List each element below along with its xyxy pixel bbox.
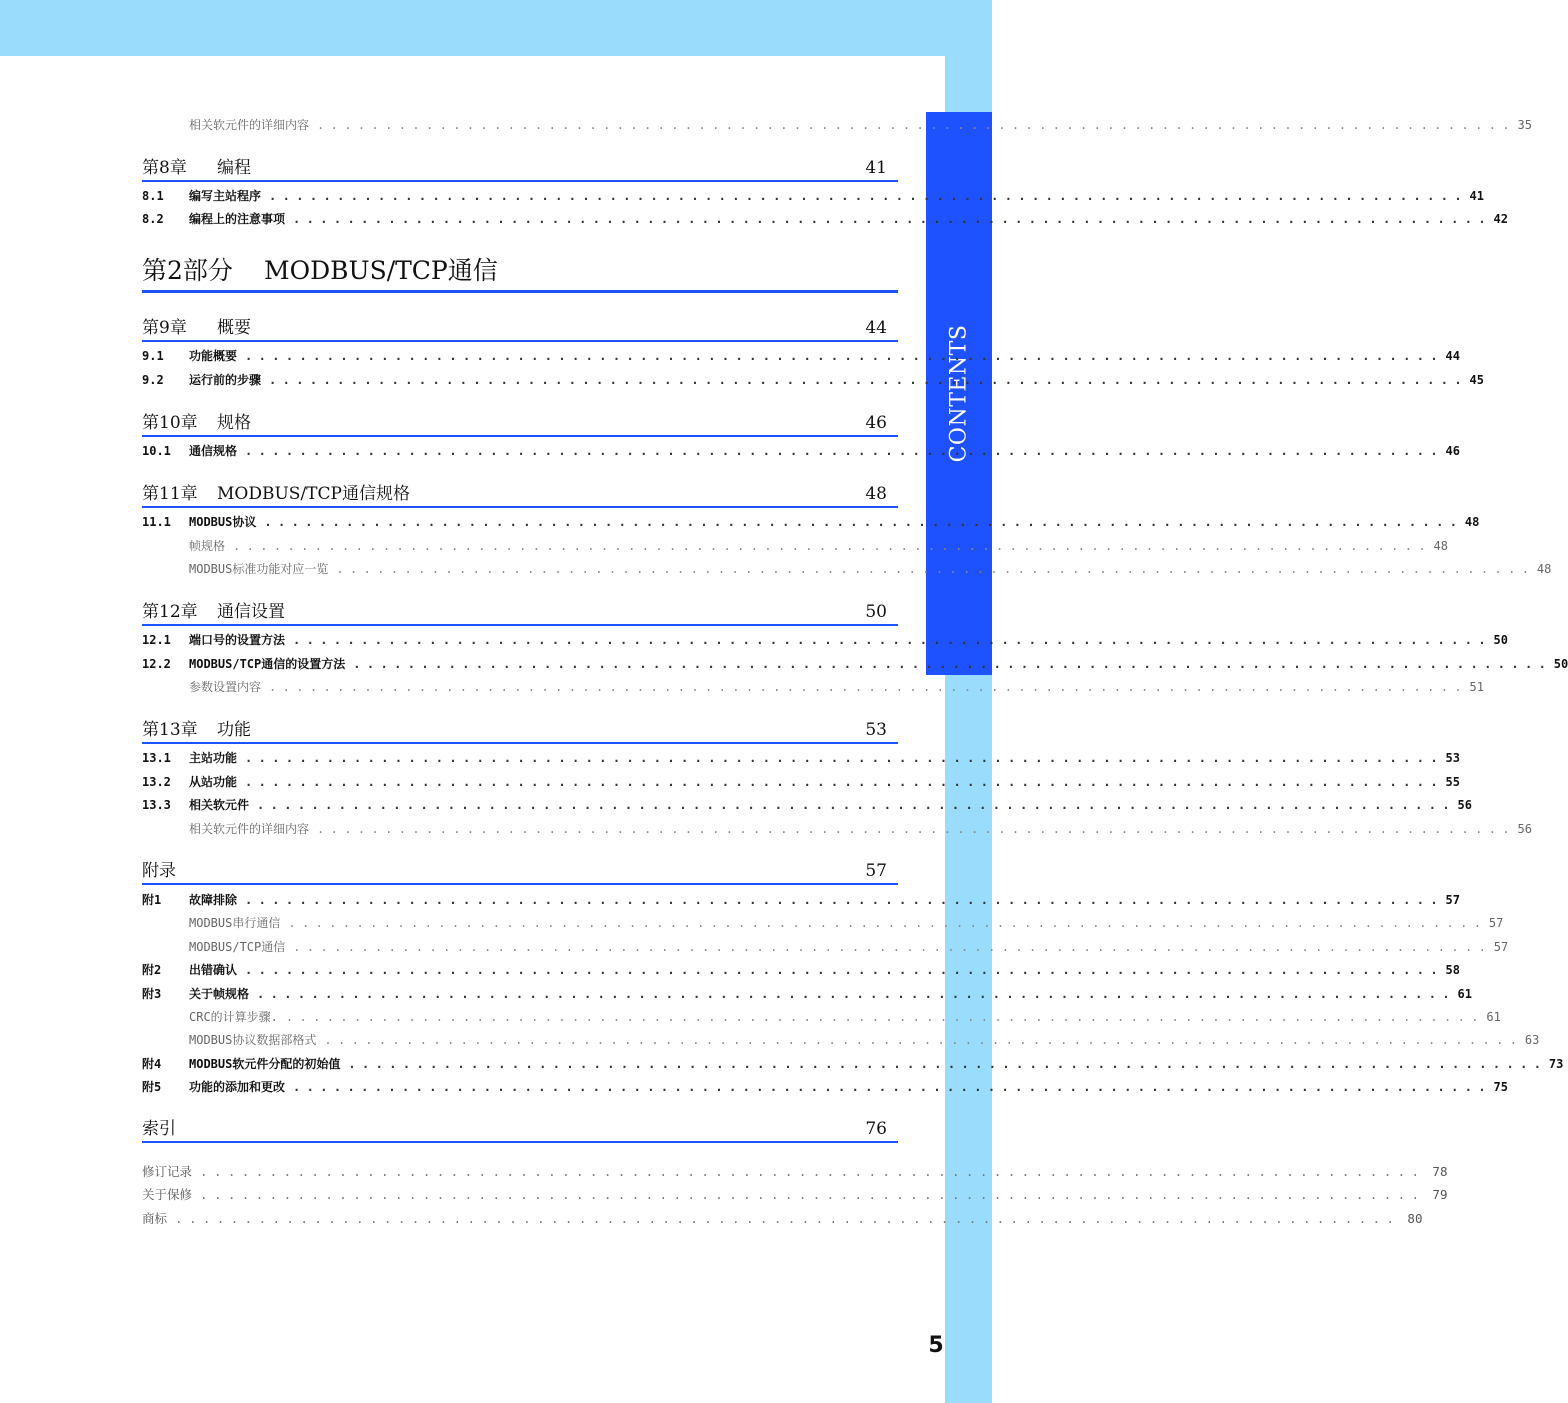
chapter-title: 编程 bbox=[217, 158, 251, 178]
dot-leader: ........................................................................................ bbox=[293, 633, 1492, 647]
toc-section-entry[interactable] bbox=[142, 891, 1460, 911]
section-page: 50 bbox=[1553, 657, 1568, 671]
section-number: 13.2 bbox=[142, 775, 171, 789]
chapter-number: 第13章 bbox=[142, 720, 198, 740]
toc-sub-entry[interactable] bbox=[189, 938, 1509, 958]
dot-leader: ........................................................................................ bbox=[288, 916, 1488, 930]
toc-sub-entry[interactable] bbox=[189, 1031, 1540, 1051]
chapter-heading-13[interactable] bbox=[142, 718, 898, 744]
toc-section-entry[interactable] bbox=[142, 347, 1460, 367]
index-heading[interactable] bbox=[142, 1117, 898, 1143]
dot-leader: ........................................................................................ bbox=[336, 562, 1536, 576]
section-page: 41 bbox=[1469, 189, 1484, 203]
section-page: 50 bbox=[1493, 633, 1508, 647]
section-page: 48 bbox=[1464, 515, 1480, 529]
dot-leader: ........................................................................................ bbox=[285, 1010, 1485, 1024]
section-number: 附1 bbox=[142, 893, 162, 907]
dot-leader: ........................................................................................ bbox=[245, 349, 1444, 363]
section-title: MODBUS/TCP通信的设置方法 bbox=[189, 657, 346, 671]
toc-entry-title: MODBUS/TCP通信 bbox=[189, 940, 286, 954]
section-title: 出错确认 bbox=[189, 963, 238, 977]
dot-leader: ........................................................................................ bbox=[353, 657, 1553, 671]
chapter-heading-11[interactable] bbox=[142, 482, 898, 508]
dot-leader: ........................................................................................ bbox=[317, 822, 1516, 836]
section-number: 9.1 bbox=[142, 349, 164, 363]
section-page: 75 bbox=[1493, 1080, 1508, 1094]
section-title: 相关软元件 bbox=[189, 798, 250, 812]
chapter-title: 功能 bbox=[217, 720, 251, 740]
toc-entry-title: 修订记录 bbox=[142, 1164, 193, 1179]
dot-leader: ........................................................................................ bbox=[257, 987, 1456, 1001]
part-number: 第2部分 bbox=[142, 256, 233, 285]
toc-sub-entry[interactable] bbox=[189, 1008, 1501, 1028]
dot-leader: ........................................................................................ bbox=[245, 751, 1444, 765]
section-title: MODBUS软元件分配的初始值 bbox=[189, 1057, 341, 1071]
chapter-number: 第10章 bbox=[142, 413, 198, 433]
section-page: 46 bbox=[1445, 444, 1460, 458]
toc-section-entry[interactable] bbox=[142, 1078, 1508, 1098]
chapter-number: 第12章 bbox=[142, 602, 198, 622]
toc-sub-entry[interactable] bbox=[189, 678, 1484, 698]
toc-section-entry[interactable] bbox=[142, 442, 1460, 462]
toc-entry-page: 56 bbox=[1517, 822, 1532, 836]
chapter-title: 索引 bbox=[142, 1119, 176, 1139]
toc-end-entry[interactable] bbox=[142, 1209, 1423, 1229]
toc-section-entry[interactable] bbox=[142, 631, 1508, 651]
toc-entry-page: 51 bbox=[1469, 680, 1484, 694]
section-title: 关于帧规格 bbox=[189, 987, 250, 1001]
section-number: 8.2 bbox=[142, 212, 164, 226]
toc-sub-entry[interactable] bbox=[189, 914, 1504, 934]
toc-entry-title: 关于保修 bbox=[142, 1187, 193, 1202]
toc-section-entry[interactable] bbox=[142, 187, 1484, 207]
page-number: 5 bbox=[928, 1333, 944, 1358]
chapter-title: 通信设置 bbox=[217, 602, 285, 622]
chapter-page: 57 bbox=[865, 861, 887, 881]
toc-section-entry[interactable] bbox=[142, 1055, 1564, 1075]
toc-entry-page: 35 bbox=[1517, 118, 1532, 132]
toc-end-entry[interactable] bbox=[142, 1185, 1448, 1205]
toc-entry-title: MODBUS协议数据部格式 bbox=[189, 1033, 317, 1047]
toc-entry-title: 相关软元件的详细内容 bbox=[189, 822, 310, 836]
toc-section-entry[interactable] bbox=[142, 210, 1508, 230]
contents-tab-label: CONTENTS bbox=[946, 324, 972, 463]
toc-sub-entry[interactable] bbox=[189, 116, 1532, 136]
chapter-page: 48 bbox=[865, 484, 887, 504]
toc-section-entry[interactable] bbox=[142, 796, 1472, 816]
chapter-page: 44 bbox=[865, 318, 887, 338]
section-title: 故障排除 bbox=[189, 893, 238, 907]
toc-section-entry[interactable] bbox=[142, 749, 1460, 769]
appendix-heading[interactable] bbox=[142, 859, 898, 885]
toc-entry-page: 80 bbox=[1407, 1211, 1423, 1226]
part-heading[interactable] bbox=[142, 253, 898, 293]
chapter-page: 50 bbox=[865, 602, 887, 622]
chapter-number: 第9章 bbox=[142, 318, 187, 338]
toc-entry-page: 48 bbox=[1433, 539, 1448, 553]
dot-leader: ........................................................................................ bbox=[257, 798, 1456, 812]
chapter-heading-12[interactable] bbox=[142, 600, 898, 626]
section-page: 55 bbox=[1445, 775, 1460, 789]
section-title: 运行前的步骤 bbox=[189, 373, 262, 387]
dot-leader: ........................................................................................ bbox=[293, 1080, 1492, 1094]
chapter-heading-10[interactable] bbox=[142, 411, 898, 437]
section-number: 13.3 bbox=[142, 798, 171, 812]
dot-leader: ........................................................................................ bbox=[264, 515, 1464, 529]
toc-entry-title: 商标 bbox=[142, 1211, 168, 1226]
section-number: 11.1 bbox=[142, 515, 171, 529]
section-page: 56 bbox=[1457, 798, 1472, 812]
section-title: 编写主站程序 bbox=[189, 189, 262, 203]
toc-entry-title: MODBUS串行通信 bbox=[189, 916, 281, 930]
section-title: 通信规格 bbox=[189, 444, 238, 458]
toc-entry-title: 相关软元件的详细内容 bbox=[189, 118, 310, 132]
chapter-page: 46 bbox=[865, 413, 887, 433]
toc-entry-page: 78 bbox=[1432, 1164, 1448, 1179]
toc-entry-page: 79 bbox=[1432, 1187, 1448, 1202]
toc-entry-title: 帧规格 bbox=[189, 539, 226, 553]
toc-section-entry[interactable] bbox=[142, 985, 1472, 1005]
section-title: 功能的添加和更改 bbox=[189, 1080, 286, 1094]
chapter-heading-8[interactable] bbox=[142, 156, 898, 182]
section-page: 45 bbox=[1469, 373, 1484, 387]
toc-sub-entry[interactable] bbox=[189, 820, 1532, 840]
chapter-number: 第8章 bbox=[142, 158, 187, 178]
section-title: 端口号的设置方法 bbox=[189, 633, 286, 647]
section-title: 编程上的注意事项 bbox=[189, 212, 286, 226]
dot-leader: ........................................................................................ bbox=[245, 893, 1444, 907]
section-title: 主站功能 bbox=[189, 751, 238, 765]
toc-end-entry[interactable] bbox=[142, 1162, 1448, 1182]
toc-section-entry[interactable] bbox=[142, 961, 1460, 981]
dot-leader: ........................................................................................ bbox=[348, 1057, 1548, 1071]
chapter-heading-9[interactable] bbox=[142, 316, 898, 342]
dot-leader: ........................................................................................ bbox=[245, 775, 1444, 789]
dot-leader: ........................................................................................ bbox=[200, 1164, 1426, 1179]
section-number: 12.1 bbox=[142, 633, 171, 647]
section-number: 附4 bbox=[142, 1057, 162, 1071]
toc-entry-title: CRC的计算步骤. bbox=[189, 1010, 278, 1024]
toc-section-entry[interactable] bbox=[142, 371, 1484, 391]
toc-sub-entry[interactable] bbox=[189, 560, 1552, 580]
section-number: 9.2 bbox=[142, 373, 164, 387]
toc-section-entry[interactable] bbox=[142, 513, 1480, 533]
section-page: 44 bbox=[1445, 349, 1460, 363]
toc-entry-page: 57 bbox=[1488, 916, 1504, 930]
section-page: 53 bbox=[1445, 751, 1460, 765]
section-title: 功能概要 bbox=[189, 349, 238, 363]
chapter-page: 53 bbox=[865, 720, 887, 740]
section-number: 附2 bbox=[142, 963, 162, 977]
part-title: MODBUS/TCP通信 bbox=[264, 256, 498, 285]
section-page: 58 bbox=[1445, 963, 1460, 977]
chapter-title: 规格 bbox=[217, 413, 251, 433]
dot-leader: ........................................................................................ bbox=[317, 118, 1516, 132]
dot-leader: ........................................................................................ bbox=[293, 940, 1493, 954]
chapter-page: 41 bbox=[865, 158, 887, 178]
section-number: 附3 bbox=[142, 987, 162, 1001]
chapter-title: 概要 bbox=[217, 318, 251, 338]
dot-leader: ........................................................................................ bbox=[200, 1187, 1426, 1202]
section-title: MODBUS协议 bbox=[189, 515, 257, 529]
section-number: 附5 bbox=[142, 1080, 162, 1094]
toc-entry-page: 63 bbox=[1524, 1033, 1540, 1047]
toc-section-entry[interactable] bbox=[142, 655, 1568, 675]
section-page: 42 bbox=[1493, 212, 1508, 226]
toc-entry-page: 57 bbox=[1493, 940, 1509, 954]
section-number: 13.1 bbox=[142, 751, 171, 765]
chapter-page: 76 bbox=[865, 1119, 887, 1139]
dot-leader: ........................................................................................ bbox=[269, 373, 1468, 387]
chapter-title: MODBUS/TCP通信规格 bbox=[217, 484, 410, 504]
chapter-title: 附录 bbox=[142, 861, 176, 881]
section-number: 10.1 bbox=[142, 444, 171, 458]
section-number: 12.2 bbox=[142, 657, 171, 671]
toc-sub-entry[interactable] bbox=[189, 537, 1448, 557]
dot-leader: ........................................................................................ bbox=[233, 539, 1432, 553]
dot-leader: ........................................................................................ bbox=[175, 1211, 1401, 1226]
toc-section-entry[interactable] bbox=[142, 773, 1460, 793]
toc-entry-page: 61 bbox=[1486, 1010, 1501, 1024]
toc-entry-title: MODBUS标准功能对应一览 bbox=[189, 562, 329, 576]
section-title: 从站功能 bbox=[189, 775, 238, 789]
toc-entry-page: 48 bbox=[1536, 562, 1552, 576]
section-number: 8.1 bbox=[142, 189, 164, 203]
chapter-number: 第11章 bbox=[142, 484, 198, 504]
dot-leader: ........................................................................................ bbox=[269, 189, 1468, 203]
toc-entry-title: 参数设置内容 bbox=[189, 680, 262, 694]
section-page: 57 bbox=[1445, 893, 1460, 907]
dot-leader: ........................................................................................ bbox=[293, 212, 1492, 226]
section-page: 61 bbox=[1457, 987, 1472, 1001]
dot-leader: ........................................................................................ bbox=[324, 1033, 1524, 1047]
dot-leader: ........................................................................................ bbox=[245, 963, 1444, 977]
dot-leader: ........................................................................................ bbox=[245, 444, 1444, 458]
dot-leader: ........................................................................................ bbox=[269, 680, 1468, 694]
section-page: 73 bbox=[1548, 1057, 1564, 1071]
